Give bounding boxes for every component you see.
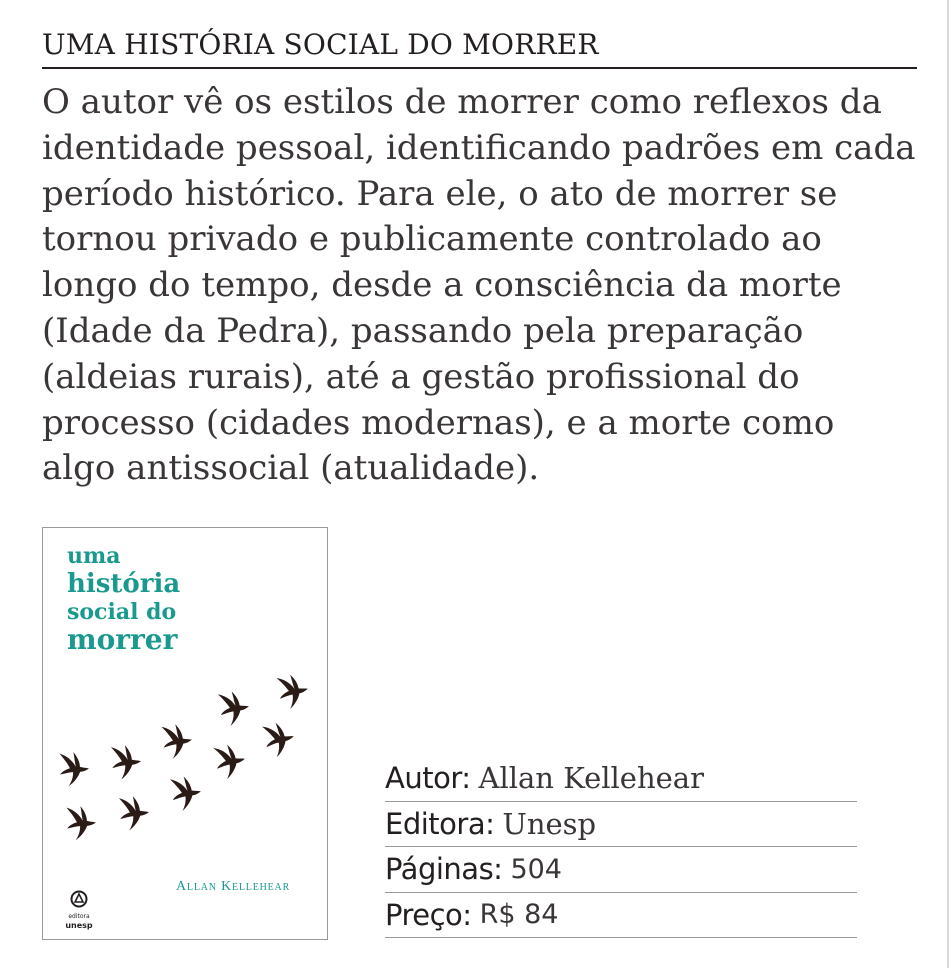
- cover-title: [67, 542, 180, 654]
- info-value: 504: [510, 853, 562, 885]
- info-label: Preço:: [385, 897, 472, 932]
- bird-icon: [59, 752, 89, 787]
- bird-icon: [111, 744, 142, 780]
- cover-title-line: morrer: [67, 623, 178, 656]
- info-label: Editora:: [385, 806, 495, 841]
- cover-title-line: social do: [67, 599, 177, 625]
- article-summary: O autor vê os estilos de morrer como reflexos da identidade pessoal, identificando padrões em cada período histórico. Para ele, o ato de morrer se tornou privado e publicamente controlado ao longo do tempo, desde a consciência da morte (Idade da Pedra), passando pela preparação (aldeias rurais), até a gestão profissional do processo (cidades modernas), e a morte como algo antissocial (atualidade).: [42, 82, 916, 489]
- info-value: Allan Kellehear: [478, 761, 704, 796]
- bird-icon: [218, 689, 251, 727]
- info-value: R$ 84: [479, 899, 559, 931]
- book-info-table: [385, 756, 857, 938]
- title-divider: [42, 67, 917, 69]
- publisher-mark-line: editora: [68, 913, 90, 920]
- info-label: Páginas:: [385, 852, 503, 887]
- publisher-mark-line: unesp: [65, 921, 93, 930]
- cover-title-line: uma: [67, 543, 121, 569]
- bird-icon: [66, 806, 96, 841]
- bird-icon: [213, 742, 247, 781]
- info-row-price: [385, 893, 857, 939]
- bird-icon: [161, 723, 193, 760]
- unesp-logo-icon: [65, 890, 93, 934]
- info-value: Unesp: [502, 806, 597, 841]
- book-cover: [42, 527, 328, 940]
- bird-icon: [119, 795, 150, 831]
- info-row-publisher: [385, 802, 857, 848]
- article-title: UMA HISTÓRIA SOCIAL DO MORRER: [42, 28, 599, 61]
- info-label: Autor:: [385, 761, 471, 796]
- cover-title-line: história: [67, 569, 181, 599]
- page-edge: [947, 0, 949, 968]
- info-row-author: [385, 756, 857, 802]
- info-row-pages: [385, 847, 857, 893]
- bird-icon: [276, 672, 310, 711]
- cover-author: Allan Kellehear: [176, 879, 291, 894]
- cover-birds-illustration: [43, 668, 329, 848]
- bird-icon: [262, 720, 297, 759]
- bird-icon: [170, 774, 203, 812]
